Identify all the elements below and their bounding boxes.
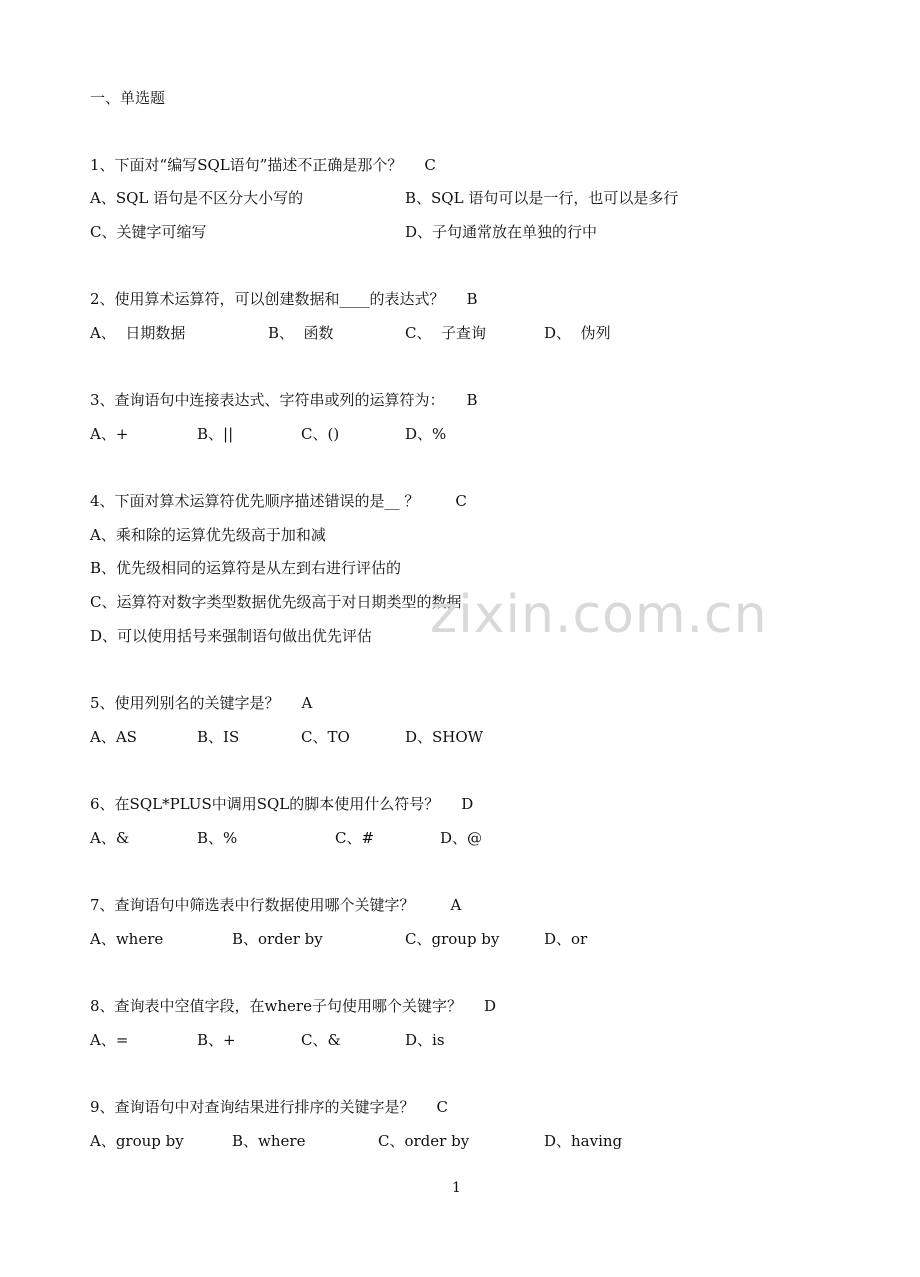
answer-key: A — [301, 694, 313, 712]
option-a: A、= — [90, 1031, 129, 1049]
option-c: C、& — [301, 1031, 341, 1049]
watermark: zixin.com.cn — [430, 585, 768, 645]
question-9 — [90, 1097, 448, 1117]
question-5 — [90, 693, 312, 713]
question-7 — [90, 895, 461, 915]
option-a: A、+ — [90, 425, 129, 443]
option-b: B、order by — [232, 930, 323, 948]
option-d: D、 伪列 — [544, 324, 611, 342]
option-d: D、SHOW — [405, 728, 484, 746]
question-text: 9、查询语句中对查询结果进行排序的关键字是？ — [90, 1098, 415, 1116]
question-text: 2、使用算术运算符，可以创建数据和____的表达式？ — [90, 290, 445, 308]
option-a: A、& — [90, 829, 130, 847]
question-8 — [90, 996, 496, 1016]
answer-key: A — [450, 896, 462, 914]
answer-key: C — [455, 492, 467, 510]
option-a: A、where — [90, 930, 164, 948]
option-b: B、where — [232, 1132, 306, 1150]
answer-key: B — [466, 391, 478, 409]
answer-key: D — [461, 795, 474, 813]
option-c: C、关键字可缩写 — [90, 223, 207, 241]
option-d: D、having — [544, 1132, 623, 1150]
question-6 — [90, 794, 473, 814]
option-b: B、SQL 语句可以是一行，也可以是多行 — [405, 189, 679, 207]
option-c: C、运算符对数字类型数据优先级高于对日期类型的数据 — [90, 593, 462, 611]
option-c: C、TO — [301, 728, 350, 746]
option-a: A、SQL 语句是不区分大小写的 — [90, 189, 304, 207]
question-text: 6、在SQL*PLUS中调用SQL的脚本使用什么符号？ — [90, 795, 440, 813]
question-3 — [90, 390, 478, 410]
option-a: A、AS — [90, 728, 137, 746]
option-c: C、# — [335, 829, 375, 847]
option-d: D、or — [544, 930, 588, 948]
option-c: C、group by — [405, 930, 500, 948]
option-b: B、% — [197, 829, 238, 847]
option-c: C、order by — [378, 1132, 470, 1150]
option-c: C、 子查询 — [405, 324, 487, 342]
question-1 — [90, 155, 436, 175]
option-d: D、@ — [440, 829, 483, 847]
option-a: A、乘和除的运算优先级高于加和减 — [90, 526, 326, 544]
option-b: B、IS — [197, 728, 240, 746]
option-a: A、group by — [90, 1132, 184, 1150]
option-b: B、+ — [197, 1031, 236, 1049]
answer-key: C — [424, 156, 436, 174]
page-number: 1 — [452, 1180, 461, 1196]
answer-key: B — [466, 290, 478, 308]
option-d: D、is — [405, 1031, 445, 1049]
option-b: B、优先级相同的运算符是从左到右进行评估的 — [90, 559, 402, 577]
answer-key: D — [483, 997, 497, 1015]
question-text: 7、查询语句中筛选表中行数据使用哪个关键字？ — [90, 896, 415, 914]
option-d: D、子句通常放在单独的行中 — [405, 223, 598, 241]
question-text: 4、下面对算术运算符优先顺序描述错误的是__ ？ — [90, 492, 420, 510]
section-title: 一、单选题 — [90, 89, 166, 107]
option-c: C、() — [301, 425, 340, 443]
option-a: A、 日期数据 — [90, 324, 186, 342]
question-text: 5、使用列别名的关键字是？ — [90, 694, 280, 712]
question-text: 8、查询表中空值字段，在where子句使用哪个关键字？ — [90, 997, 462, 1015]
option-b: B、 函数 — [268, 324, 334, 342]
option-b: B、|| — [197, 425, 234, 443]
question-2 — [90, 289, 478, 309]
option-d: D、可以使用括号来强制语句做出优先评估 — [90, 627, 373, 645]
answer-key: C — [436, 1098, 449, 1116]
question-text: 3、查询语句中连接表达式、字符串或列的运算符为： — [90, 391, 445, 409]
question-4 — [90, 491, 467, 511]
option-d: D、% — [405, 425, 447, 443]
question-text: 1、下面对“编写SQL语句”描述不正确是那个？ — [90, 156, 403, 174]
